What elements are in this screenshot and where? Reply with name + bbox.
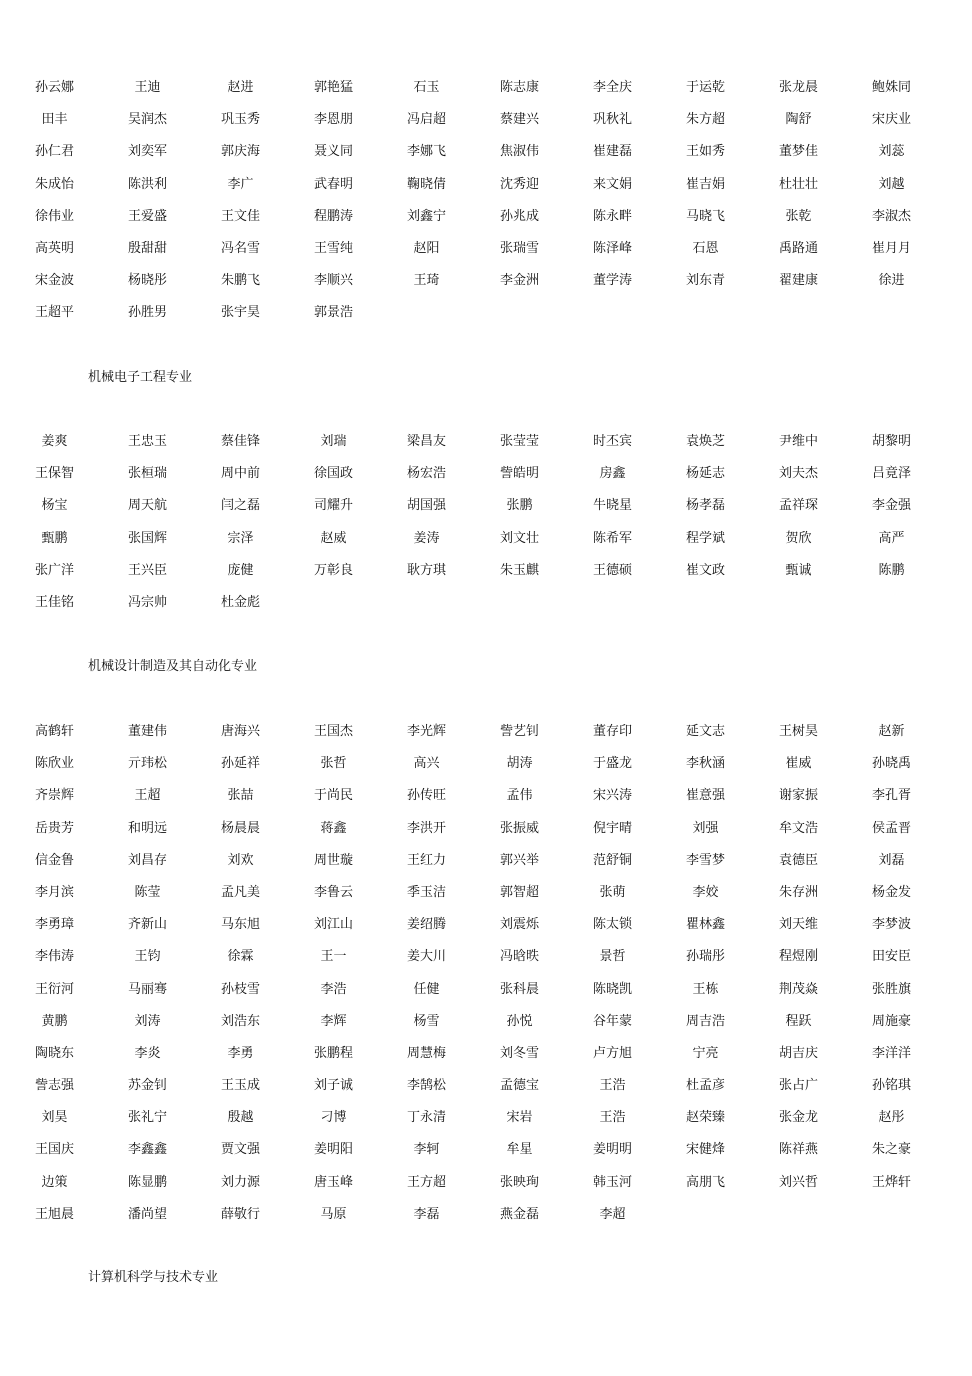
name-cell: 武春明 bbox=[313, 176, 353, 192]
name-cell: 赵阳 bbox=[413, 240, 440, 256]
name-cell: 高英明 bbox=[34, 240, 74, 256]
name-cell: 崔意强 bbox=[685, 788, 725, 804]
name-cell: 陈泽峰 bbox=[592, 240, 632, 256]
name-cell: 刘夫杰 bbox=[778, 466, 818, 482]
name-cell: 陈莹 bbox=[134, 884, 161, 900]
name-cell: 胡涛 bbox=[506, 756, 533, 772]
name-cell: 李鑫鑫 bbox=[127, 1142, 167, 1158]
name-cell: 蒋鑫 bbox=[320, 820, 347, 836]
name-cell: 李金洲 bbox=[499, 273, 539, 289]
name-cell: 李金强 bbox=[871, 498, 911, 514]
name-cell: 鲍姝同 bbox=[871, 80, 911, 95]
name-cell: 王如秀 bbox=[685, 144, 725, 160]
name-cell: 姜涛 bbox=[413, 530, 440, 546]
name-cell: 姜绍腾 bbox=[406, 917, 446, 933]
name-cell: 李广 bbox=[227, 176, 254, 192]
name-cell: 尹维中 bbox=[778, 434, 818, 449]
name-cell: 王国庆 bbox=[34, 1142, 74, 1158]
name-cell: 刘浩东 bbox=[220, 1013, 260, 1029]
name-cell: 刘天维 bbox=[778, 917, 818, 933]
section-heading-computer-science: 计算机科学与技术专业 bbox=[88, 1270, 219, 1285]
name-cell: 王超平 bbox=[34, 305, 74, 321]
name-cell: 王一 bbox=[320, 949, 347, 965]
name-cell: 时丕宾 bbox=[592, 434, 632, 449]
name-cell: 张胜旗 bbox=[871, 981, 911, 997]
name-cell: 季玉洁 bbox=[406, 884, 446, 900]
name-cell: 王玉成 bbox=[220, 1078, 260, 1094]
name-cell: 杨宝 bbox=[41, 498, 68, 514]
name-cell: 刘瑞 bbox=[320, 434, 347, 449]
name-cell: 崔吉娟 bbox=[685, 176, 725, 192]
name-cell: 刘鑫宁 bbox=[406, 208, 446, 224]
name-cell: 万彰良 bbox=[313, 562, 353, 578]
name-cell: 胡吉庆 bbox=[778, 1045, 818, 1061]
name-cell: 谢家振 bbox=[778, 788, 818, 804]
name-cell: 王栋 bbox=[692, 981, 719, 997]
name-cell: 张映珣 bbox=[499, 1174, 539, 1190]
name-cell: 袁焕芝 bbox=[685, 434, 725, 449]
name-cell: 冯宗帅 bbox=[127, 594, 167, 610]
name-cell: 王琦 bbox=[413, 273, 440, 289]
name-cell: 张乾 bbox=[785, 208, 812, 224]
name-cell: 周世璇 bbox=[313, 852, 353, 868]
name-cell: 王衍河 bbox=[34, 981, 74, 997]
name-cell: 王迪 bbox=[134, 80, 161, 95]
name-cell: 侯孟晋 bbox=[871, 820, 911, 836]
name-cell: 胡黎明 bbox=[871, 434, 911, 449]
name-cell: 陶舒 bbox=[785, 112, 812, 128]
name-cell: 聂义同 bbox=[313, 144, 353, 160]
name-cell: 孙延祥 bbox=[220, 756, 260, 772]
name-cell: 于盛龙 bbox=[592, 756, 632, 772]
name-cell: 张金龙 bbox=[778, 1110, 818, 1126]
name-cell: 宋健烽 bbox=[685, 1142, 725, 1158]
name-cell: 郭兴举 bbox=[499, 852, 539, 868]
name-cell: 程鹏涛 bbox=[313, 208, 353, 224]
name-cell: 潘尚望 bbox=[127, 1206, 167, 1222]
name-cell: 孙传旺 bbox=[406, 788, 446, 804]
name-cell: 王雪纯 bbox=[313, 240, 353, 256]
name-cell: 程煜刚 bbox=[778, 949, 818, 965]
name-cell: 徐国政 bbox=[313, 466, 353, 482]
name-cell: 赵威 bbox=[320, 530, 347, 546]
name-cell: 马原 bbox=[320, 1206, 347, 1222]
name-cell: 延文志 bbox=[685, 724, 725, 739]
name-cell: 刘昊 bbox=[41, 1110, 68, 1126]
name-cell: 李炎 bbox=[134, 1045, 161, 1061]
name-cell: 吴润杰 bbox=[127, 112, 167, 128]
name-cell: 孙瑞彤 bbox=[685, 949, 725, 965]
name-cell: 薛敬行 bbox=[220, 1206, 260, 1222]
name-cell: 张龙晨 bbox=[778, 80, 818, 95]
name-cell: 赵荣臻 bbox=[685, 1110, 725, 1126]
name-cell: 朱方超 bbox=[685, 112, 725, 128]
name-cell: 徐伟业 bbox=[34, 208, 74, 224]
name-cell: 甄诚 bbox=[785, 562, 812, 578]
name-cell: 李全庆 bbox=[592, 80, 632, 95]
name-cell: 孟伟 bbox=[506, 788, 533, 804]
name-cell: 刘昌存 bbox=[127, 852, 167, 868]
name-cell: 刘冬雪 bbox=[499, 1045, 539, 1061]
name-cell: 闫之磊 bbox=[220, 498, 260, 514]
name-cell: 齐崇辉 bbox=[34, 788, 74, 804]
name-cell: 陈志康 bbox=[499, 80, 539, 95]
name-grid-mechatronics bbox=[8, 426, 938, 619]
name-cell: 翟建康 bbox=[778, 273, 818, 289]
name-cell: 高兴 bbox=[413, 756, 440, 772]
name-cell: 王爱盛 bbox=[127, 208, 167, 224]
name-cell: 禹路通 bbox=[778, 240, 818, 256]
name-cell: 刘东青 bbox=[685, 273, 725, 289]
name-cell: 冯启超 bbox=[406, 112, 446, 128]
name-cell: 马东旭 bbox=[220, 917, 260, 933]
name-cell: 陈晓凯 bbox=[592, 981, 632, 997]
name-cell: 李姣 bbox=[692, 884, 719, 900]
name-cell: 张鹏程 bbox=[313, 1045, 353, 1061]
name-cell: 李浩 bbox=[320, 981, 347, 997]
name-cell: 李雪梦 bbox=[685, 852, 725, 868]
name-cell: 王保智 bbox=[34, 466, 74, 482]
name-cell: 杨雪 bbox=[413, 1013, 440, 1029]
name-cell: 程学斌 bbox=[685, 530, 725, 546]
name-cell: 张桓瑞 bbox=[127, 466, 167, 482]
name-cell: 杨延志 bbox=[685, 466, 725, 482]
name-cell: 田安臣 bbox=[871, 949, 911, 965]
name-cell: 梁昌友 bbox=[406, 434, 446, 449]
name-cell: 牟文浩 bbox=[778, 820, 818, 836]
name-cell: 杜壮壮 bbox=[778, 176, 818, 192]
section-heading-mechanical-design: 机械设计制造及其自动化专业 bbox=[88, 659, 258, 674]
name-cell: 王忠玉 bbox=[127, 434, 167, 449]
name-cell: 于尚民 bbox=[313, 788, 353, 804]
name-cell: 张瑞雪 bbox=[499, 240, 539, 256]
name-cell: 边策 bbox=[41, 1174, 68, 1190]
name-cell: 刘涛 bbox=[134, 1013, 161, 1029]
name-cell: 李勇 bbox=[227, 1045, 254, 1061]
name-cell: 陈洪利 bbox=[127, 176, 167, 192]
name-cell: 张国辉 bbox=[127, 530, 167, 546]
name-cell: 谷年蒙 bbox=[592, 1013, 632, 1029]
name-cell: 王红力 bbox=[406, 852, 446, 868]
name-cell: 倪宇晴 bbox=[592, 820, 632, 836]
name-cell: 王浩 bbox=[599, 1110, 626, 1126]
name-cell: 杜金彪 bbox=[220, 594, 260, 610]
name-cell: 朱存洲 bbox=[778, 884, 818, 900]
name-cell: 胡国强 bbox=[406, 498, 446, 514]
name-cell: 王树昊 bbox=[778, 724, 818, 739]
name-cell: 鞠晓倩 bbox=[406, 176, 446, 192]
name-cell: 唐海兴 bbox=[220, 724, 260, 739]
name-cell: 沈秀迎 bbox=[499, 176, 539, 192]
name-cell: 石玉 bbox=[413, 80, 440, 95]
name-cell: 范舒铜 bbox=[592, 852, 632, 868]
name-cell: 来文娟 bbox=[592, 176, 632, 192]
name-cell: 赵进 bbox=[227, 80, 254, 95]
name-cell: 孙铭琪 bbox=[871, 1078, 911, 1094]
name-cell: 訾皓明 bbox=[499, 466, 539, 482]
name-cell: 宋岩 bbox=[506, 1110, 533, 1126]
name-cell: 刁博 bbox=[320, 1110, 347, 1126]
name-cell: 陈鹏 bbox=[878, 562, 905, 578]
name-cell: 李勇璋 bbox=[34, 917, 74, 933]
name-cell: 董梦佳 bbox=[778, 144, 818, 160]
name-cell: 程跃 bbox=[785, 1013, 812, 1029]
name-cell: 张占广 bbox=[778, 1078, 818, 1094]
name-cell: 孙晓禹 bbox=[871, 756, 911, 772]
name-cell: 姜明明 bbox=[592, 1142, 632, 1158]
name-cell: 巩秋礼 bbox=[592, 112, 632, 128]
name-cell: 王佳铭 bbox=[34, 594, 74, 610]
name-cell: 刘兴哲 bbox=[778, 1174, 818, 1190]
name-cell: 王烨轩 bbox=[871, 1174, 911, 1190]
name-cell: 周天航 bbox=[127, 498, 167, 514]
name-cell: 张振威 bbox=[499, 820, 539, 836]
name-cell: 郭艳猛 bbox=[313, 80, 353, 95]
name-cell: 李洋洋 bbox=[871, 1045, 911, 1061]
name-cell: 和明远 bbox=[127, 820, 167, 836]
name-cell: 高朋飞 bbox=[685, 1174, 725, 1190]
name-cell: 陈太锁 bbox=[592, 917, 632, 933]
name-cell: 陈永畔 bbox=[592, 208, 632, 224]
name-cell: 王浩 bbox=[599, 1078, 626, 1094]
name-cell: 姜明阳 bbox=[313, 1142, 353, 1158]
name-cell: 朱之豪 bbox=[871, 1142, 911, 1158]
name-cell: 房鑫 bbox=[599, 466, 626, 482]
name-cell: 刘磊 bbox=[878, 852, 905, 868]
name-cell: 李月滨 bbox=[34, 884, 74, 900]
name-cell: 刘江山 bbox=[313, 917, 353, 933]
name-cell: 李淑杰 bbox=[871, 208, 911, 224]
name-cell: 贺欣 bbox=[785, 530, 812, 546]
name-cell: 王文佳 bbox=[220, 208, 260, 224]
name-cell: 张鹏 bbox=[506, 498, 533, 514]
name-cell: 冯晗昳 bbox=[499, 949, 539, 965]
name-cell: 訾志强 bbox=[34, 1078, 74, 1094]
name-cell: 景哲 bbox=[599, 949, 626, 965]
name-cell: 崔威 bbox=[785, 756, 812, 772]
name-cell: 李洪开 bbox=[406, 820, 446, 836]
name-cell: 殷甜甜 bbox=[127, 240, 167, 256]
name-cell: 徐霖 bbox=[227, 949, 254, 965]
name-cell: 马晓飞 bbox=[685, 208, 725, 224]
name-cell: 杨孝磊 bbox=[685, 498, 725, 514]
name-cell: 王旭晨 bbox=[34, 1206, 74, 1222]
name-cell: 宁亮 bbox=[692, 1045, 719, 1061]
name-cell: 牛晓星 bbox=[592, 498, 632, 514]
name-cell: 周慧梅 bbox=[406, 1045, 446, 1061]
name-cell: 朱鹏飞 bbox=[220, 273, 260, 289]
name-cell: 刘欢 bbox=[227, 852, 254, 868]
name-cell: 董存印 bbox=[592, 724, 632, 739]
name-cell: 王国杰 bbox=[313, 724, 353, 739]
name-cell: 蔡佳锋 bbox=[220, 434, 260, 449]
name-cell: 赵彤 bbox=[878, 1110, 905, 1126]
name-cell: 孟德宝 bbox=[499, 1078, 539, 1094]
name-cell: 刘强 bbox=[692, 820, 719, 836]
name-cell: 陈祥燕 bbox=[778, 1142, 818, 1158]
name-cell: 贾文强 bbox=[220, 1142, 260, 1158]
name-cell: 李娜飞 bbox=[406, 144, 446, 160]
name-cell: 司耀升 bbox=[313, 498, 353, 514]
name-cell: 李孔胥 bbox=[871, 788, 911, 804]
name-cell: 张礼宁 bbox=[127, 1110, 167, 1126]
name-cell: 信金鲁 bbox=[34, 852, 74, 868]
name-cell: 张萌 bbox=[599, 884, 626, 900]
name-cell: 李磊 bbox=[413, 1206, 440, 1222]
name-cell: 陈希军 bbox=[592, 530, 632, 546]
name-cell: 董建伟 bbox=[127, 724, 167, 739]
name-cell: 杨晓彤 bbox=[127, 273, 167, 289]
name-cell: 周施豪 bbox=[871, 1013, 911, 1029]
name-cell: 孟祥琛 bbox=[778, 498, 818, 514]
section-heading-mechatronics: 机械电子工程专业 bbox=[88, 370, 193, 385]
name-cell: 岳贵芳 bbox=[34, 820, 74, 836]
name-cell: 郭庆海 bbox=[220, 144, 260, 160]
name-cell: 郭智超 bbox=[499, 884, 539, 900]
name-cell: 耿方琪 bbox=[406, 562, 446, 578]
name-cell: 周吉浩 bbox=[685, 1013, 725, 1029]
name-cell: 石恩 bbox=[692, 240, 719, 256]
name-cell: 宋庆业 bbox=[871, 112, 911, 128]
name-grid-section-1 bbox=[8, 72, 938, 330]
name-cell: 瞿林鑫 bbox=[685, 917, 725, 933]
name-cell: 唐玉峰 bbox=[313, 1174, 353, 1190]
name-cell: 田丰 bbox=[41, 112, 68, 128]
name-cell: 张科晨 bbox=[499, 981, 539, 997]
name-cell: 孙胜男 bbox=[127, 305, 167, 321]
name-cell: 李超 bbox=[599, 1206, 626, 1222]
name-cell: 殷越 bbox=[227, 1110, 254, 1126]
name-cell: 崔月月 bbox=[871, 240, 911, 256]
name-cell: 姜大川 bbox=[406, 949, 446, 965]
name-cell: 孙云娜 bbox=[34, 80, 74, 95]
name-cell: 刘越 bbox=[878, 176, 905, 192]
name-cell: 宗泽 bbox=[227, 530, 254, 546]
name-cell: 高鹤轩 bbox=[34, 724, 74, 739]
name-cell: 张喆 bbox=[227, 788, 254, 804]
name-cell: 陈显鹏 bbox=[127, 1174, 167, 1190]
name-cell: 刘奕军 bbox=[127, 144, 167, 160]
name-cell: 王兴臣 bbox=[127, 562, 167, 578]
name-cell: 刘子诚 bbox=[313, 1078, 353, 1094]
name-cell: 巩玉秀 bbox=[220, 112, 260, 128]
name-cell: 郭景浩 bbox=[313, 305, 353, 321]
name-cell: 李顺兴 bbox=[313, 273, 353, 289]
name-cell: 张广洋 bbox=[34, 562, 74, 578]
name-cell: 王钧 bbox=[134, 949, 161, 965]
name-cell: 张哲 bbox=[320, 756, 347, 772]
name-cell: 王德硕 bbox=[592, 562, 632, 578]
name-cell: 牟星 bbox=[506, 1142, 533, 1158]
name-cell: 李秋涵 bbox=[685, 756, 725, 772]
name-cell: 李伟涛 bbox=[34, 949, 74, 965]
name-cell: 刘蕊 bbox=[878, 144, 905, 160]
name-cell: 朱成怡 bbox=[34, 176, 74, 192]
name-cell: 訾艺钊 bbox=[499, 724, 539, 739]
name-cell: 冯名雪 bbox=[220, 240, 260, 256]
name-cell: 李梦波 bbox=[871, 917, 911, 933]
name-cell: 孙兆成 bbox=[499, 208, 539, 224]
name-cell: 孟凡美 bbox=[220, 884, 260, 900]
name-cell: 孙悦 bbox=[506, 1013, 533, 1029]
name-cell: 陶晓东 bbox=[34, 1045, 74, 1061]
name-cell: 韩玉河 bbox=[592, 1174, 632, 1190]
name-cell: 宋兴涛 bbox=[592, 788, 632, 804]
name-cell: 李鲁云 bbox=[313, 884, 353, 900]
name-cell: 黄鹏 bbox=[41, 1013, 68, 1029]
name-cell: 丁永清 bbox=[406, 1110, 446, 1126]
name-cell: 刘文壮 bbox=[499, 530, 539, 546]
name-cell: 孙仁君 bbox=[34, 144, 74, 160]
name-cell: 杨晨晨 bbox=[220, 820, 260, 836]
name-cell: 徐进 bbox=[878, 273, 905, 289]
name-cell: 刘力源 bbox=[220, 1174, 260, 1190]
name-cell: 荆茂焱 bbox=[778, 981, 818, 997]
name-cell: 周中前 bbox=[220, 466, 260, 482]
name-cell: 宋金波 bbox=[34, 273, 74, 289]
name-cell: 王超 bbox=[134, 788, 161, 804]
name-cell: 赵新 bbox=[878, 724, 905, 739]
name-cell: 李轲 bbox=[413, 1142, 440, 1158]
name-cell: 亓玮松 bbox=[127, 756, 167, 772]
name-cell: 马丽骞 bbox=[127, 981, 167, 997]
name-cell: 甄鹏 bbox=[41, 530, 68, 546]
name-cell: 刘震烁 bbox=[499, 917, 539, 933]
name-cell: 崔文政 bbox=[685, 562, 725, 578]
name-cell: 张宇昊 bbox=[220, 305, 260, 321]
name-cell: 杨宏浩 bbox=[406, 466, 446, 482]
name-cell: 李光辉 bbox=[406, 724, 446, 739]
name-cell: 焦淑伟 bbox=[499, 144, 539, 160]
name-cell: 杜孟彦 bbox=[685, 1078, 725, 1094]
name-cell: 王方超 bbox=[406, 1174, 446, 1190]
name-cell: 董学涛 bbox=[592, 273, 632, 289]
name-cell: 孙枝雪 bbox=[220, 981, 260, 997]
name-cell: 李辉 bbox=[320, 1013, 347, 1029]
name-cell: 于运乾 bbox=[685, 80, 725, 95]
name-cell: 姜爽 bbox=[41, 434, 68, 449]
name-cell: 齐新山 bbox=[127, 917, 167, 933]
name-cell: 袁德臣 bbox=[778, 852, 818, 868]
name-cell: 苏金钊 bbox=[127, 1078, 167, 1094]
name-cell: 卢方旭 bbox=[592, 1045, 632, 1061]
name-cell: 张莹莹 bbox=[499, 434, 539, 449]
name-cell: 杨金发 bbox=[871, 884, 911, 900]
name-cell: 李鹄松 bbox=[406, 1078, 446, 1094]
name-cell: 庞健 bbox=[227, 562, 254, 578]
name-cell: 李恩朋 bbox=[313, 112, 353, 128]
name-grid-mechanical-design bbox=[8, 716, 938, 1231]
name-cell: 吕竟泽 bbox=[871, 466, 911, 482]
name-cell: 崔建磊 bbox=[592, 144, 632, 160]
name-cell: 高严 bbox=[878, 530, 905, 546]
name-cell: 朱玉麒 bbox=[499, 562, 539, 578]
name-cell: 任健 bbox=[413, 981, 440, 997]
name-cell: 蔡建兴 bbox=[499, 112, 539, 128]
name-cell: 陈欣业 bbox=[34, 756, 74, 772]
name-cell: 燕金磊 bbox=[499, 1206, 539, 1222]
